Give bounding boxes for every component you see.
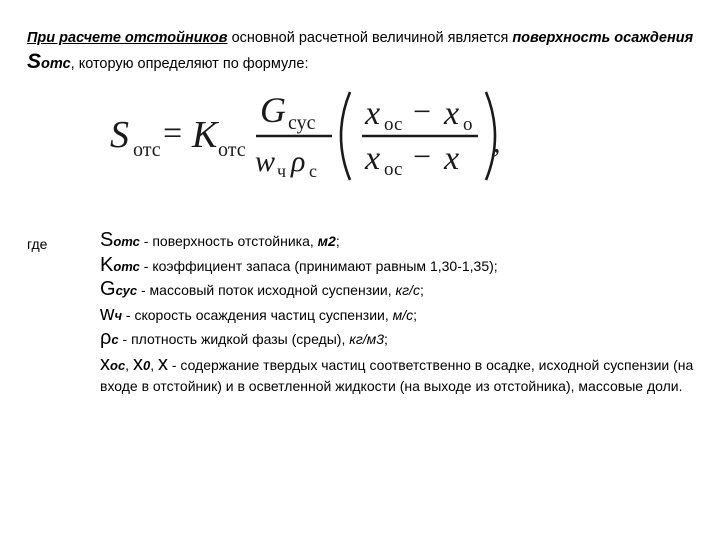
where-label: где xyxy=(27,236,48,252)
definition-unit: кг/с xyxy=(395,282,420,299)
definition-symbol: x xyxy=(100,352,110,375)
definitions-list xyxy=(100,229,700,396)
definition-g-sus xyxy=(100,278,700,303)
definition-end: ; xyxy=(413,306,418,323)
formula-k-subscript: отс xyxy=(218,139,246,161)
formula-paren-num-x1: x xyxy=(365,95,381,132)
definition-subscript: отс xyxy=(113,258,140,274)
formula-paren-den-x1: x xyxy=(365,140,381,177)
definition-symbol-2: x xyxy=(132,352,143,375)
formula-paren-den-x1-subscript: ос xyxy=(384,159,403,180)
formula-lhs-letter: S xyxy=(110,114,129,156)
definition-x-concentrations xyxy=(100,352,700,396)
definition-unit: м2 xyxy=(317,233,336,249)
intro-heading: При расчете отстойников xyxy=(27,30,228,46)
definition-symbol-3: x xyxy=(157,352,168,375)
definition-end: ; xyxy=(384,331,388,348)
definition-subscript: ч xyxy=(114,307,123,323)
definition-symbol: ρ xyxy=(100,327,112,350)
formula-k-letter: K xyxy=(192,114,218,156)
intro-symbol-subscript: отс xyxy=(41,56,71,72)
definition-subscript: ос xyxy=(110,357,126,373)
definition-text: - поверхность отстойника, xyxy=(139,233,318,249)
definition-separator-2: , xyxy=(150,356,158,373)
definition-symbol: w xyxy=(100,302,115,325)
definition-separator: , xyxy=(125,356,133,373)
definition-end: ; xyxy=(419,282,424,299)
intro-term: поверхность осаждения xyxy=(512,30,694,46)
intro-text: основной расчетной величиной является xyxy=(227,30,513,46)
formula-lhs-subscript: отс xyxy=(133,139,161,161)
formula-paren-num-minus: − xyxy=(413,93,432,129)
definition-subscript: с xyxy=(111,332,119,348)
formula-paren-den-x2: x xyxy=(444,140,460,177)
formula-denominator-rho-subscript: с xyxy=(309,161,317,181)
definition-symbol: K xyxy=(100,253,114,276)
intro-text-end: , которую определяют по формуле: xyxy=(70,56,309,72)
formula-numerator-letter: G xyxy=(260,90,286,130)
definition-w-ch xyxy=(100,303,700,328)
definition-subscript: отс xyxy=(113,234,140,249)
intro-paragraph xyxy=(27,26,697,76)
definition-unit: м/с xyxy=(392,306,414,323)
definition-symbol: G xyxy=(100,278,116,301)
formula-equals: = xyxy=(163,115,183,152)
definition-s-ots xyxy=(100,229,700,254)
definition-text: - содержание твердых частиц соответственно в осадке, исходной суспензии (на входе в отстойник) и в осветленной жидкости (на выходе из отстойника), массовые доли. xyxy=(100,356,694,394)
definition-rho-s xyxy=(100,327,700,352)
definition-end: ; xyxy=(335,233,340,249)
formula-paren-den-minus: − xyxy=(413,138,432,174)
definition-k-ots xyxy=(100,254,700,279)
definition-text: - коэффициент запаса (принимают равным 1,30-1,35); xyxy=(139,257,498,274)
formula-left-paren xyxy=(341,92,350,180)
formula-comma: , xyxy=(493,126,501,159)
definition-subscript-2: 0 xyxy=(142,357,151,373)
settling-area-formula xyxy=(110,86,530,186)
definition-text: - плотность жидкой фазы (среды), xyxy=(118,331,350,348)
formula-paren-num-x2: x xyxy=(444,95,460,132)
formula-denominator-rho: ρ xyxy=(291,145,306,178)
formula-denominator-w: w xyxy=(255,145,276,178)
intro-symbol-letter: S xyxy=(27,50,42,73)
definition-text: - массовый поток исходной суспензии, xyxy=(137,282,396,299)
definition-symbol: S xyxy=(100,229,114,251)
formula-denominator-w-subscript: ч xyxy=(277,161,287,181)
definition-unit: кг/м3 xyxy=(349,331,385,348)
formula-paren-num-x2-subscript: о xyxy=(463,114,473,135)
definition-subscript: сус xyxy=(115,283,138,299)
formula-numerator-subscript: сус xyxy=(288,112,316,134)
definition-text: - скорость осаждения частиц суспензии, xyxy=(122,306,393,323)
formula-paren-num-x1-subscript: ос xyxy=(384,114,403,135)
